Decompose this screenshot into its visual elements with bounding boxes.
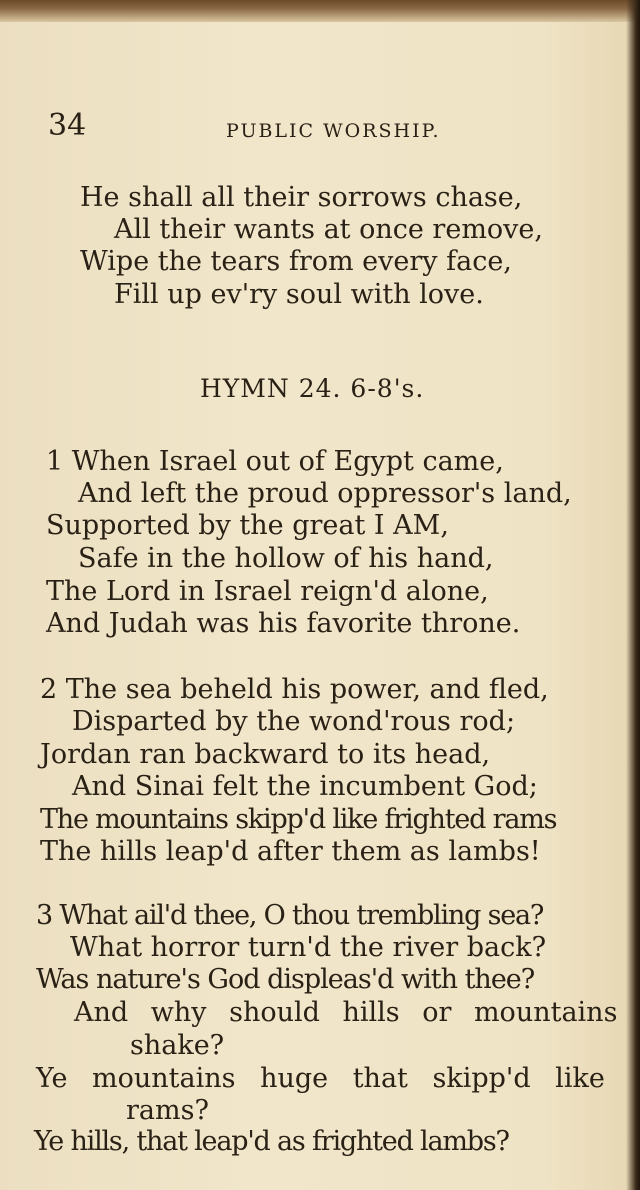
page-binding-shadow bbox=[626, 0, 640, 1190]
page-header bbox=[48, 108, 608, 148]
verse-line: Safe in the hollow of his hand, bbox=[78, 543, 494, 574]
verse-line: shake? bbox=[130, 1030, 225, 1061]
page-top-edge bbox=[0, 0, 640, 22]
verse-line: 1 When Israel out of Egypt came, bbox=[46, 446, 504, 477]
verse-line: Ye mountains huge that skipp'd like bbox=[36, 1063, 605, 1094]
verse-line: The mountains skipp'd like frighted rams bbox=[40, 804, 557, 835]
verse-line: rams? bbox=[126, 1095, 209, 1126]
page-number: 34 bbox=[48, 108, 87, 143]
verse-line: Disparted by the wond'rous rod; bbox=[72, 706, 516, 737]
hymn-title: HYMN 24. 6-8's. bbox=[200, 374, 425, 403]
verse-line: All their wants at once remove, bbox=[114, 214, 543, 245]
verse-line: And left the proud oppressor's land, bbox=[78, 478, 572, 509]
verse-line: 3 What ail'd thee, O thou trembling sea? bbox=[36, 900, 544, 931]
verse-line: The Lord in Israel reign'd alone, bbox=[46, 576, 489, 607]
verse-line: And Judah was his favorite throne. bbox=[46, 608, 521, 639]
verse-line: Ye hills, that leap'd as frighted lambs? bbox=[34, 1126, 509, 1157]
verse-line: What horror turn'd the river back? bbox=[70, 932, 547, 963]
verse-line: Supported by the great I AM, bbox=[46, 510, 449, 541]
verse-line: 2 The sea beheld his power, and fled, bbox=[40, 674, 549, 705]
verse-line: Fill up ev'ry soul with love. bbox=[114, 279, 484, 310]
verse-line: Was nature's God displeas'd with thee? bbox=[36, 964, 535, 995]
verse-line: And why should hills or mountains bbox=[74, 997, 618, 1028]
verse-line: Jordan ran backward to its head, bbox=[40, 739, 491, 770]
verse-line: The hills leap'd after them as lambs! bbox=[40, 836, 541, 867]
verse-line: And Sinai felt the incumbent God; bbox=[72, 771, 538, 802]
verse-line: He shall all their sorrows chase, bbox=[80, 182, 523, 213]
running-head: PUBLIC WORSHIP. bbox=[226, 120, 441, 142]
verse-line: Wipe the tears from every face, bbox=[80, 246, 512, 277]
